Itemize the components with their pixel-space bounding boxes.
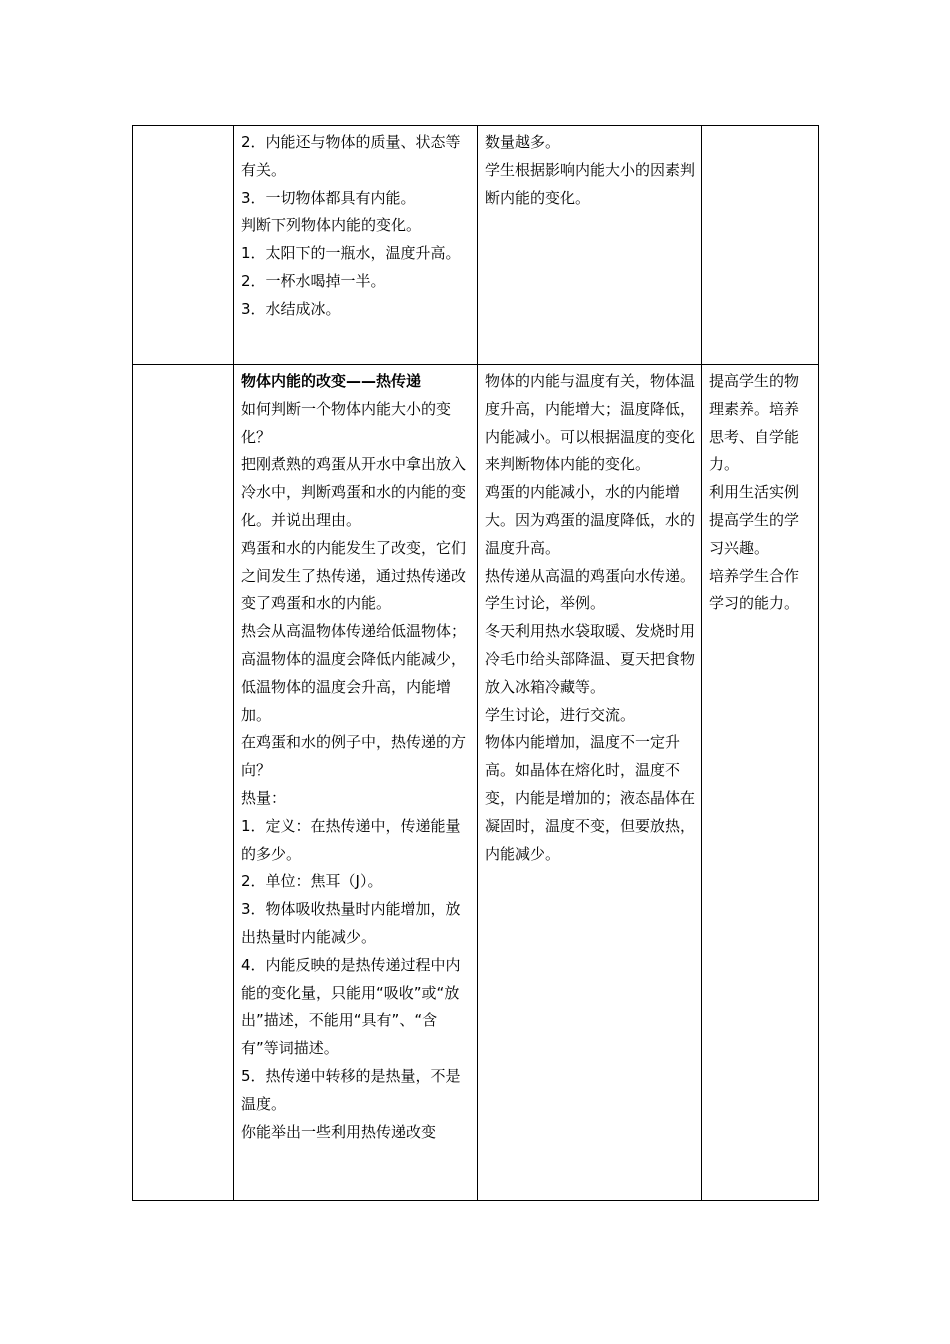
row1-design-intent-cell [702, 126, 819, 365]
text-line: 培养学生合作学习的能力。 [709, 566, 800, 613]
text-line: 2．一杯水喝掉一半。 [241, 271, 386, 290]
text-line: 2．内能还与物体的质量、状态等有关。 [241, 133, 461, 179]
text-line: 3．水结成冰。 [241, 299, 341, 318]
row2-teacher-activity-cell [234, 365, 478, 1201]
text-line: 1．太阳下的一瓶水，温度升高。 [241, 244, 461, 263]
text-line: 利用生活实例提高学生的学习兴趣。 [709, 483, 800, 557]
text-line: 鸡蛋和水的内能发生了改变，它们之间发生了热传递，通过热传递改变了鸡蛋和水的内能。 [241, 538, 467, 613]
table-row [133, 126, 819, 365]
text-line: 如何判断一个物体内能大小的变化？ [241, 399, 452, 446]
text-line: 数量越多。 [485, 133, 561, 151]
text-line: 学生讨论，进行交流。 [485, 705, 636, 724]
text-line: 2．单位：焦耳（J）。 [241, 872, 383, 891]
text-line: 物体内能增加，温度不一定升高。如晶体在熔化时，温度不变，内能是增加的；液态晶体在凝固时，温度不变，但要放热，内能减少。 [485, 733, 696, 863]
text-line: 热量： [241, 788, 287, 807]
text-line: 判断下列物体内能的变化。 [241, 216, 422, 235]
text-line: 鸡蛋的内能减小，水的内能增大。因为鸡蛋的温度降低，水的温度升高。 [485, 483, 696, 557]
text-line: 学生根据影响内能大小的因素判断内能的变化。 [485, 160, 696, 207]
text-line: 热传递从高温的鸡蛋向水传递。 [485, 566, 696, 585]
row1-col1-cell [133, 126, 234, 365]
row2-col1-cell [133, 365, 234, 1201]
text-line: 你能举出一些利用热传递改变 [241, 1122, 437, 1141]
text-line: 冬天利用热水袋取暖、发烧时用冷毛巾给头部降温、夏天把食物放入冰箱冷藏等。 [485, 622, 696, 696]
text-line: 3．一切物体都具有内能。 [241, 188, 416, 207]
text-line: 1．定义：在热传递中，传递能量的多少。 [241, 816, 461, 863]
row2-design-intent-cell [702, 365, 819, 1201]
text-line: 5．热传递中转移的是热量，不是温度。 [241, 1066, 461, 1113]
text-line: 热会从高温物体传递给低温物体；高温物体的温度会降低内能减少，低温物体的温度会升高，内能增加。 [241, 622, 467, 724]
text-line: 学生讨论，举例。 [485, 594, 606, 613]
row2-student-activity-cell [478, 365, 702, 1201]
text-line: 把刚煮熟的鸡蛋从开水中拿出放入冷水中，判断鸡蛋和水的内能的变化。并说出理由。 [241, 455, 467, 529]
row1-teacher-activity-cell [234, 126, 478, 365]
lesson-plan-table [132, 125, 819, 1201]
text-line: 3．物体吸收热量时内能增加，放出热量时内能减少。 [241, 900, 461, 946]
text-line: 物体的内能与温度有关，物体温度升高，内能增大；温度降低，内能减小。可以根据温度的变化来判断物体内能的变化。 [485, 372, 696, 474]
table-row [133, 365, 819, 1201]
text-line: 在鸡蛋和水的例子中，热传递的方向？ [241, 733, 467, 780]
text-line: 4．内能反映的是热传递过程中内能的变化量，只能用“吸收”或“放出”描述，不能用“具有”、“含有”等词描述。 [241, 955, 461, 1058]
section-heading: 物体内能的改变——热传递 [241, 372, 422, 390]
text-line: 提高学生的物理素养。培养思考、自学能力。 [709, 372, 800, 474]
row1-student-activity-cell [478, 126, 702, 365]
